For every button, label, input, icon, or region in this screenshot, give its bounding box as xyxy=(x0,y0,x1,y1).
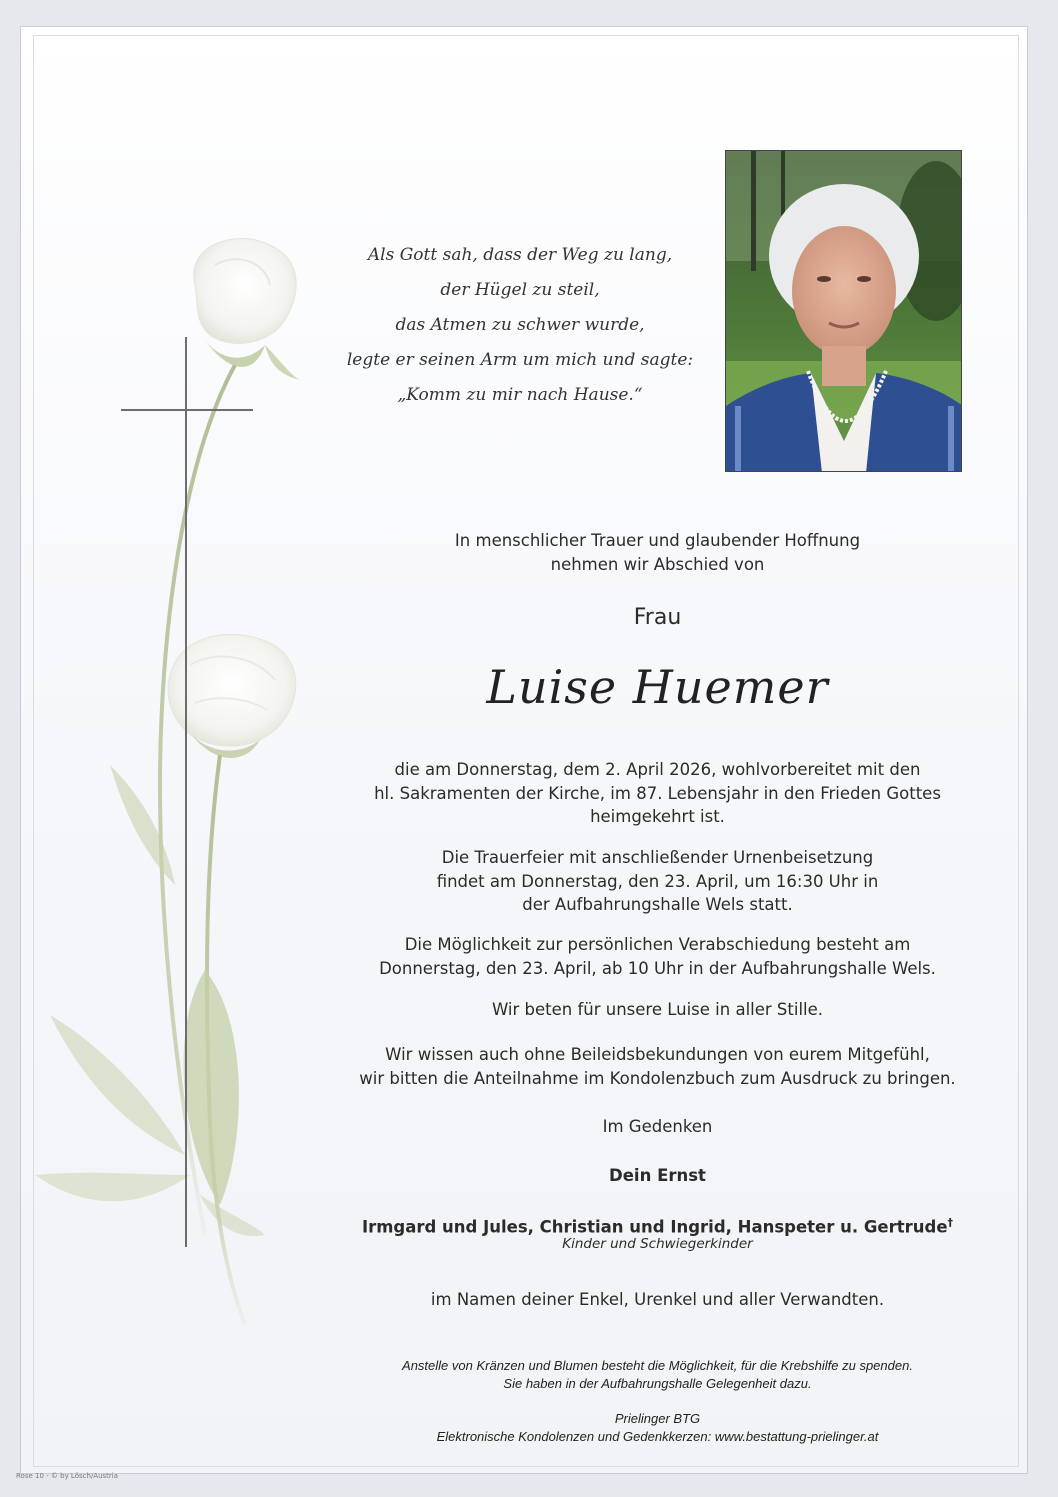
cross-horizontal-bar xyxy=(121,409,253,411)
funeral-home-online: Elektronische Kondolenzen und Gedenkkerzen: www.bestattung-prielinger.at xyxy=(436,1429,879,1444)
poem-line: legte er seinen Arm um mich und sagte: xyxy=(346,350,694,370)
upper-rose xyxy=(194,238,300,380)
children-names-text: Irmgard und Jules, Christian und Ingrid, Hanspeter u. Gertrude xyxy=(361,1217,948,1237)
poem-line: das Atmen zu schwer wurde, xyxy=(395,315,645,335)
ceremony-line: findet am Donnerstag, den 23. April, um 16:30 Uhr in xyxy=(436,871,879,891)
leaf xyxy=(200,1195,265,1236)
intro-line: In menschlicher Trauer und glaubender Hoffnung xyxy=(454,531,861,550)
relatives-text: im Namen deiner Enkel, Urenkel und aller Verwandten. xyxy=(430,1290,885,1309)
donation-line: Anstelle von Kränzen und Blumen besteht die Möglichkeit, für die Krebshilfe zu spenden. xyxy=(402,1358,913,1373)
ceremony-line: Die Trauerfeier mit anschließender Urnenbeisetzung xyxy=(441,848,874,867)
death-notice-line: die am Donnerstag, dem 2. April 2026, wohlvorbereitet mit den xyxy=(394,760,921,779)
salutation: Frau xyxy=(633,605,682,630)
spouse-name: Dein Ernst xyxy=(609,1166,706,1185)
intro-line: nehmen wir Abschied von xyxy=(550,554,765,574)
donation-note xyxy=(340,1357,975,1393)
poem-line: der Hügel zu steil, xyxy=(440,280,600,300)
death-notice-line: heimgekehrt ist. xyxy=(590,807,725,826)
condolences-line: Wir wissen auch ohne Beileidsbekundungen von eurem Mitgefühl, xyxy=(385,1045,930,1064)
funeral-home-name: Prielinger BTG xyxy=(614,1411,701,1426)
design-credit: Rose 10 - © by Lösch/Austria xyxy=(16,1472,119,1480)
leaf xyxy=(50,1015,185,1155)
lower-rose xyxy=(168,634,296,758)
intro-text xyxy=(340,529,975,576)
poem-line: „Komm zu mir nach Hause.“ xyxy=(397,385,643,405)
death-notice xyxy=(340,758,975,829)
deceased-name: Luise Huemer xyxy=(486,660,829,714)
dagger-symbol: † xyxy=(947,1216,954,1229)
portrait-image xyxy=(726,151,962,472)
ceremony-line: der Aufbahrungshalle Wels statt. xyxy=(522,895,793,914)
leaf xyxy=(35,1173,190,1201)
donation-line: Sie haben in der Aufbahrungshalle Gelegenheit dazu. xyxy=(503,1376,812,1391)
poem-line: Als Gott sah, dass der Weg zu lang, xyxy=(367,245,673,265)
portrait-photo xyxy=(725,150,962,472)
funeral-home-info xyxy=(340,1410,975,1446)
condolences-line: wir bitten die Anteilnahme im Kondolenzbuch zum Ausdruck zu bringen. xyxy=(359,1068,956,1088)
condolences-text xyxy=(340,1043,975,1090)
farewell-line: Die Möglichkeit zur persönlichen Verabschiedung besteht am xyxy=(404,935,911,954)
cross-vertical-bar xyxy=(185,337,187,1247)
in-memory-text: Im Gedenken xyxy=(602,1117,713,1136)
ceremony-info xyxy=(340,846,975,917)
farewell-info xyxy=(340,933,975,980)
leaf xyxy=(110,765,175,885)
farewell-line: Donnerstag, den 23. April, ab 10 Uhr in der Aufbahrungshalle Wels. xyxy=(379,958,936,978)
prayer-text: Wir beten für unsere Luise in aller Stille. xyxy=(491,1000,824,1019)
children-label: Kinder und Schwiegerkinder xyxy=(562,1236,753,1252)
white-roses-illustration xyxy=(30,225,330,1345)
death-notice-line: hl. Sakramenten der Kirche, im 87. Lebensjahr in den Frieden Gottes xyxy=(374,783,941,803)
memorial-poem xyxy=(330,238,710,413)
